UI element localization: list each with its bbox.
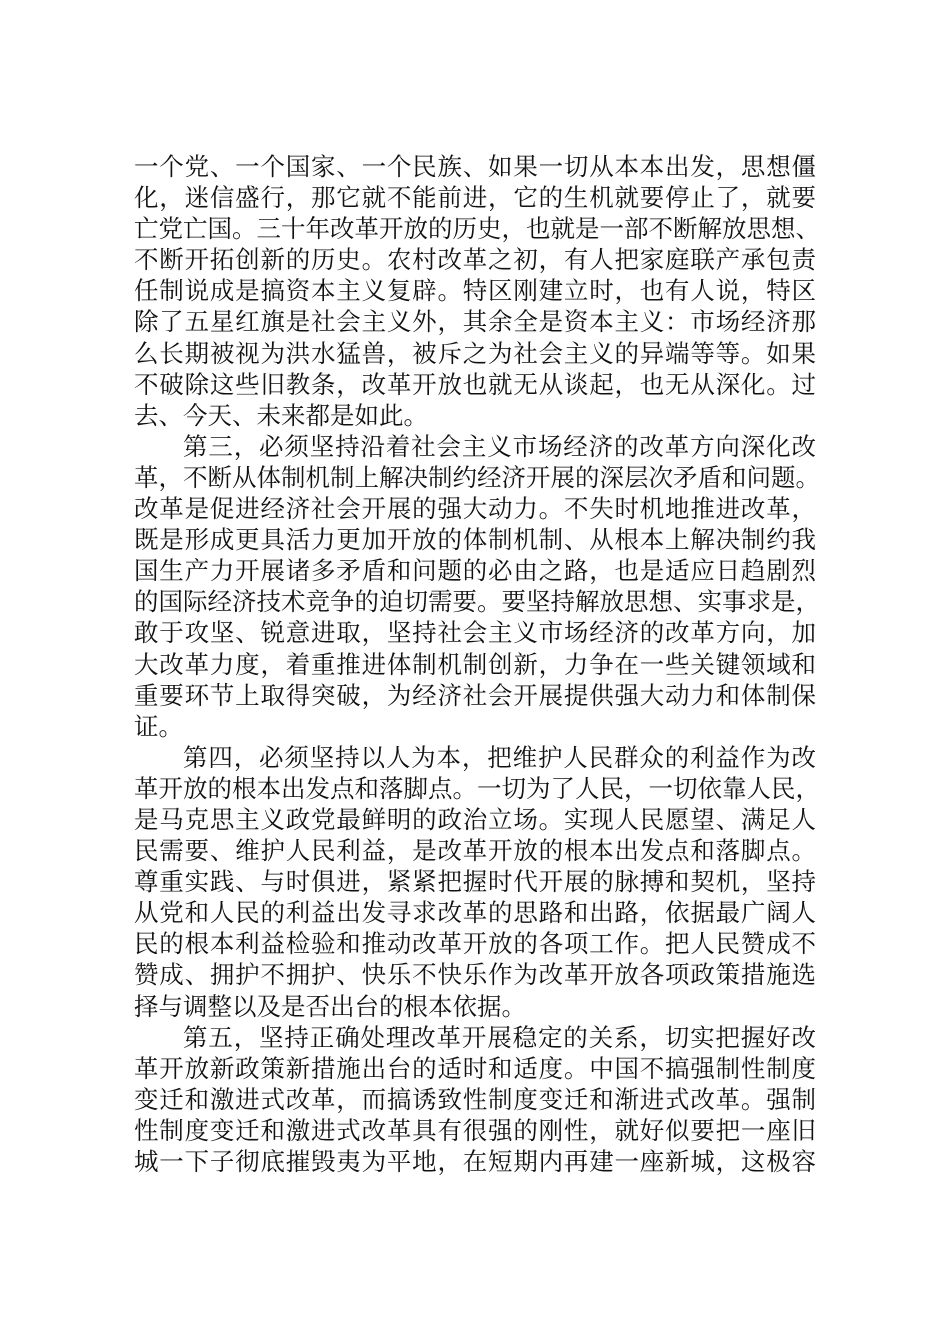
text-line: 化，迷信盛行，那它就不能前进，它的生机就要停止了，就要 — [134, 183, 816, 213]
text-line: 大改革力度，着重推进体制机制创新，力争在一些关键领域和 — [134, 649, 816, 679]
text-line: 除了五星红旗是社会主义外，其余全是资本主义：市场经济那 — [134, 307, 816, 337]
text-line: 亡党亡国。三十年改革开放的历史，也就是一部不断解放思想、 — [134, 214, 820, 244]
text-line: 证。 — [134, 711, 183, 741]
text-line: 国生产力开展诸多矛盾和问题的必由之路，也是适应日趋剧烈 — [134, 556, 816, 586]
text-line: 既是形成更具活力更加开放的体制机制、从根本上解决制约我 — [134, 525, 816, 555]
text-line: 择与调整以及是否出台的根本依据。 — [134, 991, 526, 1021]
body-text — [134, 151, 820, 1177]
text-line: 尊重实践、与时俱进，紧紧把握时代开展的脉搏和契机，坚持 — [134, 867, 816, 897]
text-line: 一个党、一个国家、一个民族、如果一切从本本出发，思想僵 — [134, 152, 816, 181]
text-line: 民的根本利益检验和推动改革开放的各项工作。把人民赞成不 — [134, 929, 816, 959]
paragraph-2 — [134, 431, 820, 742]
text-line: 去、今天、未来都是如此。 — [134, 400, 428, 430]
text-line: 性制度变迁和激进式改革具有很强的刚性，就好似要把一座旧 — [134, 1115, 816, 1145]
text-line: 革，不断从体制机制上解决制约经济开展的深层次矛盾和问题。 — [134, 462, 820, 492]
text-line: 么长期被视为洪水猛兽，被斥之为社会主义的异端等等。如果 — [134, 338, 816, 368]
text-line: 革开放的根本出发点和落脚点。一切为了人民，一切依靠人民， — [134, 773, 820, 803]
text-line: 民需要、维护人民利益，是改革开放的根本出发点和落脚点。 — [134, 836, 816, 866]
text-line: 第三，必须坚持沿着社会主义市场经济的改革方向深化改 — [183, 431, 816, 461]
text-line: 城一下子彻底摧毁夷为平地，在短期内再建一座新城，这极容 — [134, 1147, 816, 1176]
text-line: 变迁和激进式改革，而搞诱致性制度变迁和渐进式改革。强制 — [134, 1084, 816, 1114]
text-line: 不破除这些旧教条，改革开放也就无从谈起，也无从深化。过 — [134, 369, 816, 399]
text-line: 赞成、拥护不拥护、快乐不快乐作为改革开放各项政策措施选 — [134, 960, 816, 990]
paragraph-1 — [134, 151, 820, 431]
text-line: 从党和人民的利益出发寻求改革的思路和出路，依据最广阔人 — [134, 898, 816, 928]
text-line: 第五，坚持正确处理改革开展稳定的关系，切实把握好改 — [183, 1022, 816, 1052]
text-line: 的国际经济技术竞争的迫切需要。要坚持解放思想、实事求是， — [134, 587, 820, 617]
text-line: 革开放新政策新措施出台的适时和适度。中国不搞强制性制度 — [134, 1053, 816, 1083]
paragraph-3 — [134, 742, 820, 1022]
paragraph-4 — [134, 1022, 816, 1177]
text-line: 改革是促进经济社会开展的强大动力。不失时机地推进改革， — [134, 494, 816, 524]
text-line: 是马克思主义政党最鲜明的政治立场。实现人民愿望、满足人 — [134, 804, 816, 834]
text-line: 不断开拓创新的历史。农村改革之初，有人把家庭联产承包责 — [134, 245, 816, 275]
text-line: 任制说成是搞资本主义复辟。特区刚建立时，也有人说，特区 — [134, 276, 816, 306]
text-line: 重要环节上取得突破，为经济社会开展提供强大动力和体制保 — [134, 680, 816, 710]
text-line: 敢于攻坚、锐意进取，坚持社会主义市场经济的改革方向，加 — [134, 618, 816, 648]
text-line: 第四，必须坚持以人为本，把维护人民群众的利益作为改 — [183, 742, 816, 772]
